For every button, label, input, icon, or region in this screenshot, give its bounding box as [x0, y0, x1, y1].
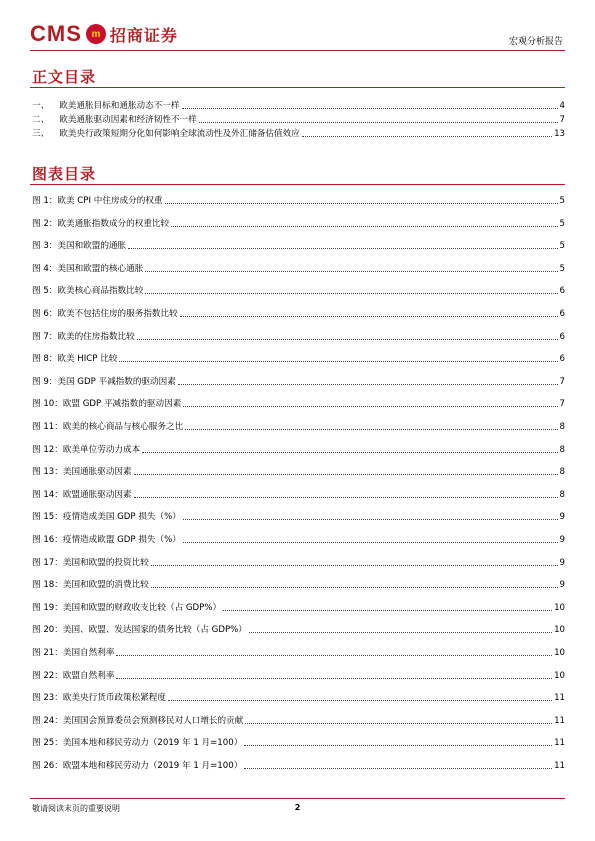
contents-entry-number: 二、: [32, 115, 50, 125]
figure-entry-page: 11: [554, 716, 565, 726]
leader-dots: [244, 745, 552, 746]
figure-entry[interactable]: [32, 713, 565, 727]
figure-entry[interactable]: [32, 419, 565, 433]
leader-dots: [171, 226, 557, 227]
figure-entry[interactable]: [32, 329, 565, 343]
leader-dots: [137, 339, 558, 340]
figure-entry-label: 图 12：欧美单位劳动力成本: [32, 445, 141, 455]
leader-dots: [142, 452, 557, 453]
leader-dots: [183, 406, 557, 407]
figure-entry[interactable]: [32, 645, 565, 659]
logo-cms-text: CMS: [30, 21, 82, 46]
contents-entry[interactable]: [32, 98, 565, 112]
figure-entry-label: 图 25：美国本地和移民劳动力（2019 年 1 月=100）: [32, 738, 243, 748]
contents-entry-label: 欧美通胀目标和通胀动态不一样: [59, 101, 180, 111]
figure-entry-page: 7: [559, 377, 565, 387]
figure-entry[interactable]: [32, 238, 565, 252]
figure-entry-label: 图 26：欧盟本地和移民劳动力（2019 年 1 月=100）: [32, 761, 243, 771]
contents-entry-page: 7: [559, 115, 565, 125]
figure-entry-page: 10: [554, 603, 565, 613]
figure-entry-page: 11: [554, 693, 565, 703]
figure-entry[interactable]: [32, 193, 565, 207]
figure-entry[interactable]: [32, 509, 565, 523]
figure-entry-page: 5: [559, 219, 565, 229]
figure-entry[interactable]: [32, 735, 565, 749]
figure-entry[interactable]: [32, 600, 565, 614]
figure-entry-page: 9: [559, 512, 565, 522]
figure-entry-page: 6: [559, 286, 565, 296]
figure-entry[interactable]: [32, 351, 565, 365]
figure-entry-label: 图 13：美国通胀驱动因素: [32, 467, 132, 477]
figure-entry[interactable]: [32, 690, 565, 704]
leader-dots: [116, 678, 552, 679]
figure-entry-page: 10: [554, 671, 565, 681]
figure-entry-page: 8: [559, 422, 565, 432]
figure-entry-page: 8: [559, 445, 565, 455]
footer-divider: [30, 798, 565, 799]
leader-dots: [223, 610, 552, 611]
figure-entry[interactable]: [32, 487, 565, 501]
leader-dots: [119, 361, 557, 362]
figure-entry-label: 图 16：疫情造成欧盟 GDP 损失（%）: [32, 535, 181, 545]
figure-entry[interactable]: [32, 668, 565, 682]
figure-entry[interactable]: [32, 622, 565, 636]
contents-entry-page: 13: [554, 129, 565, 139]
contents-entry[interactable]: [32, 112, 565, 126]
figure-entry-label: 图 18：美国和欧盟的消费比较: [32, 580, 149, 590]
figure-entry[interactable]: [32, 442, 565, 456]
figure-entry[interactable]: [32, 577, 565, 591]
figure-entry-page: 8: [559, 467, 565, 477]
leader-dots: [183, 542, 558, 543]
figure-entry-page: 6: [559, 354, 565, 364]
figure-entry-page: 9: [559, 558, 565, 568]
figure-entry-label: 图 2：欧美通胀指数成分的权重比较: [32, 219, 170, 229]
figure-entry-label: 图 9：美国 GDP 平减指数的驱动因素: [32, 377, 176, 387]
figure-entry-label: 图 6：欧美不包括住房的服务指数比较: [32, 309, 178, 319]
leader-dots: [302, 136, 552, 137]
figure-entry[interactable]: [32, 216, 565, 230]
leader-dots: [183, 519, 558, 520]
leader-dots: [134, 497, 558, 498]
figure-entry-label: 图 8：欧美 HICP 比较: [32, 354, 118, 364]
leader-dots: [244, 768, 552, 769]
leader-dots: [245, 723, 552, 724]
figure-entry-label: 图 10：欧盟 GDP 平减指数的驱动因素: [32, 399, 182, 409]
figure-entry-label: 图 4：美国和欧盟的核心通胀: [32, 264, 144, 274]
figure-entry-label: 图 5：欧美核心商品指数比较: [32, 286, 144, 296]
leader-dots: [168, 700, 552, 701]
figure-entry-page: 5: [559, 241, 565, 251]
contents-entry-number: 三、: [32, 129, 50, 139]
leader-dots: [178, 384, 558, 385]
figure-entry-label: 图 7：欧美的住房指数比较: [32, 332, 135, 342]
figure-entry[interactable]: [32, 555, 565, 569]
figure-entry[interactable]: [32, 758, 565, 772]
figure-entry-page: 8: [559, 490, 565, 500]
figures-title: 图表目录: [32, 165, 97, 183]
figure-entry[interactable]: [32, 261, 565, 275]
contents-entry-label: 欧美通胀驱动因素和经济韧性不一样: [59, 115, 197, 125]
figure-entry-label: 图 20：美国、欧盟、发达国家的债务比较（占 GDP%）: [32, 625, 247, 635]
logo-company-name: 招商证券: [109, 25, 178, 45]
logo-badge-icon: m: [86, 24, 106, 44]
figure-entry-page: 5: [559, 264, 565, 274]
figure-entry[interactable]: [32, 464, 565, 478]
figure-entry-label: 图 23：欧美央行货币政策松紧程度: [32, 693, 166, 703]
figure-entry-page: 11: [554, 761, 565, 771]
contents-title-divider: [30, 87, 565, 88]
header-divider: [30, 50, 565, 51]
contents-entry-label: 欧美央行政策短期分化如何影响全球流动性及外汇储备估值效应: [59, 129, 300, 139]
figure-entry-page: 5: [559, 196, 565, 206]
leader-dots: [199, 122, 558, 123]
figures-title-divider: [30, 184, 565, 185]
figure-entry-page: 10: [554, 648, 565, 658]
figure-entry[interactable]: [32, 396, 565, 410]
figure-entry-page: 6: [559, 309, 565, 319]
contents-title: 正文目录: [32, 68, 97, 86]
figure-entry-label: 图 24：美国国会预算委员会预测移民对人口增长的贡献: [32, 716, 244, 726]
leader-dots: [182, 108, 558, 109]
leader-dots: [134, 474, 558, 475]
report-type-label: 宏观分析报告: [508, 37, 563, 47]
contents-entry-number: 一、: [32, 101, 50, 111]
figure-entry-page: 9: [559, 535, 565, 545]
figure-entry-page: 9: [559, 580, 565, 590]
leader-dots: [128, 248, 557, 249]
leader-dots: [116, 655, 552, 656]
leader-dots: [180, 316, 558, 317]
leader-dots: [185, 429, 557, 430]
leader-dots: [249, 632, 552, 633]
figure-entry-label: 图 14：欧盟通胀驱动因素: [32, 490, 132, 500]
figure-entry-label: 图 3：美国和欧盟的通胀: [32, 241, 127, 251]
figure-entry-label: 图 15：疫情造成美国 GDP 损失（%）: [32, 512, 181, 522]
figure-entry[interactable]: [32, 532, 565, 546]
company-logo: [30, 20, 178, 48]
figure-entry-label: 图 21：美国自然利率: [32, 648, 115, 658]
figure-entry-page: 10: [554, 625, 565, 635]
leader-dots: [145, 293, 557, 294]
leader-dots: [165, 203, 558, 204]
figure-entry-label: 图 11：欧美的核心商品与核心服务之比: [32, 422, 184, 432]
leader-dots: [151, 565, 558, 566]
figure-entry[interactable]: [32, 283, 565, 297]
footer-disclaimer: 敬请阅读末页的重要说明: [32, 804, 120, 813]
page-number: 2: [294, 803, 301, 812]
contents-entry[interactable]: [32, 126, 565, 140]
page-header: [30, 20, 565, 50]
figure-entry[interactable]: [32, 374, 565, 388]
figure-entry-page: 7: [559, 399, 565, 409]
figure-entry-label: 图 19：美国和欧盟的财政收支比较（占 GDP%）: [32, 603, 222, 613]
contents-entry-page: 4: [559, 101, 565, 111]
figure-entry-label: 图 17：美国和欧盟的投资比较: [32, 558, 149, 568]
leader-dots: [145, 271, 557, 272]
figure-entry-page: 11: [554, 738, 565, 748]
figure-entry-label: 图 22：欧盟自然利率: [32, 671, 115, 681]
figure-entry[interactable]: [32, 306, 565, 320]
figure-entry-page: 6: [559, 332, 565, 342]
figure-entry-label: 图 1：欧美 CPI 中住房成分的权重: [32, 196, 163, 206]
leader-dots: [151, 587, 558, 588]
